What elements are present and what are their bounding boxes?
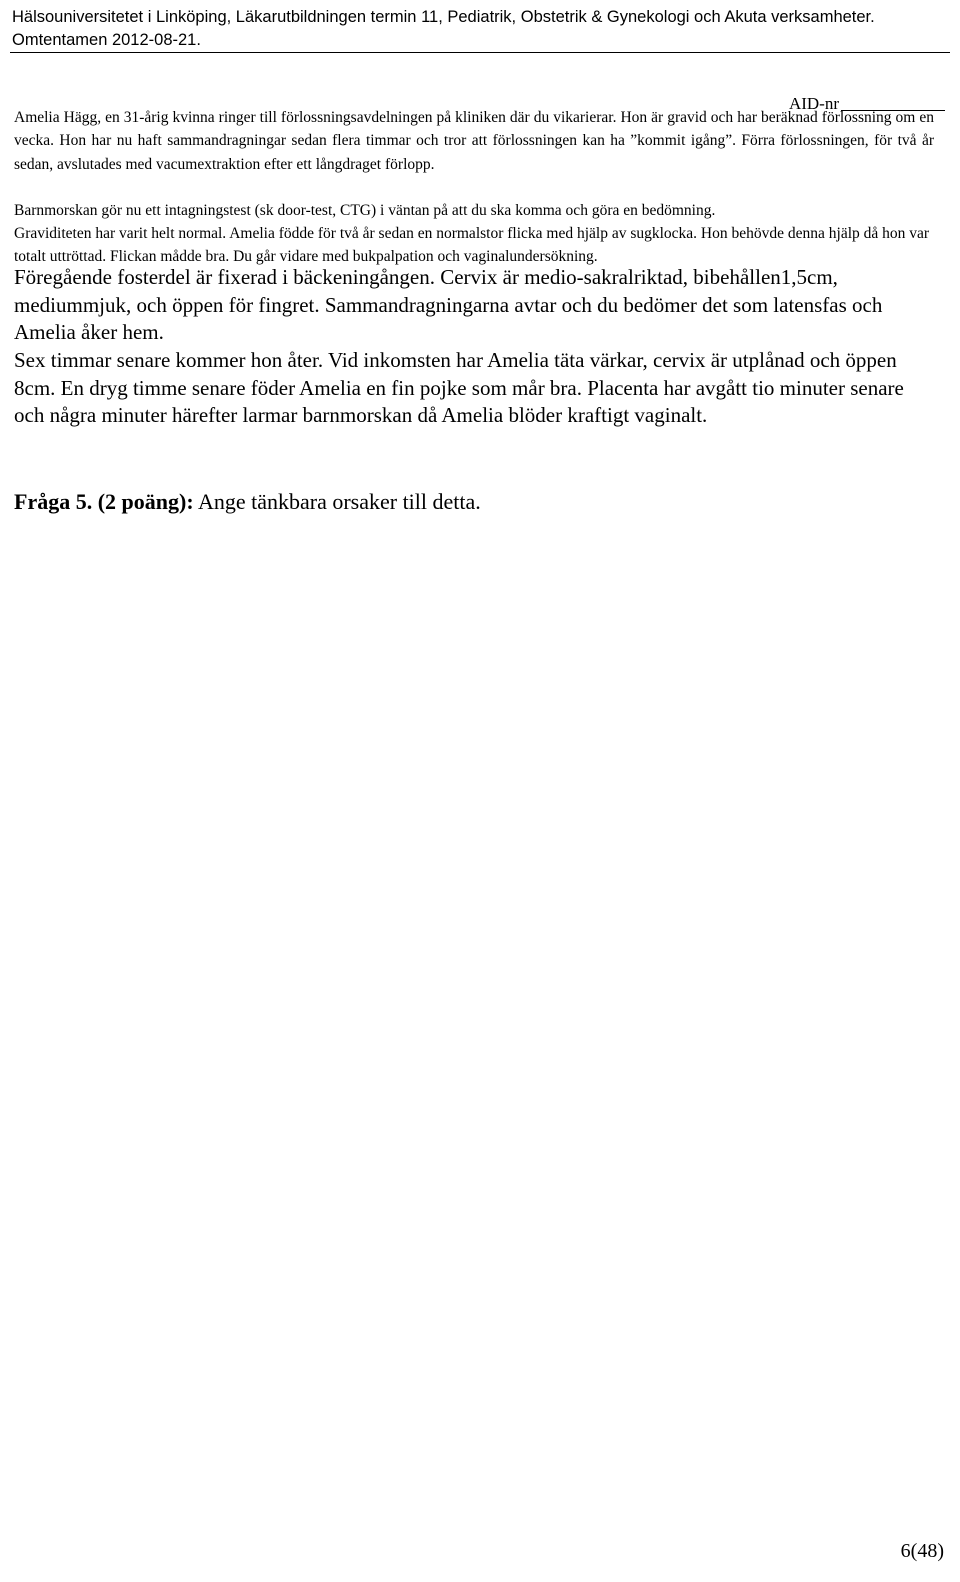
- aid-label: AID-nr: [788, 94, 839, 113]
- question-label: Fråga 5. (2 poäng):: [14, 489, 194, 514]
- case-paragraph-ctg: Barnmorskan gör nu ett intagningstest (sk door-test, CTG) i väntan på att du ska komma och göra en bedömning.: [14, 202, 716, 219]
- header-exam-date-line: Omtentamen 2012-08-21.: [12, 31, 201, 49]
- case-paragraph-intro: Amelia Hägg, en 31-årig kvinna ringer till förlossningsavdelningen på kliniken där du vikarierar. Hon är gravid och har beräknad förlossning om en vecka. Hon har nu haft sammandragningar sedan flera timmar och tror att förlossningen kan ha ”kommit igång”. Förra förlossningen, för två år sedan, avslutades med vacumextraktion efter ett långdraget förlopp.: [14, 109, 934, 173]
- case-paragraph-history: Graviditeten har varit helt normal. Amelia födde för två år sedan en normalstor flicka med hjälp av sugklocka. Hon behövde denna hjälp då hon var totalt uttröttad. Flickan mådde bra. Du går vidare med bukpalpation och vaginalundersökning.: [14, 225, 930, 266]
- page-header: [12, 6, 952, 52]
- page-number: 6(48): [900, 1540, 944, 1562]
- question-text: Ange tänkbara orsaker till detta.: [193, 489, 481, 514]
- question-5: [14, 488, 934, 516]
- case-paragraph-delivery: Sex timmar senare kommer hon åter. Vid inkomsten har Amelia täta värkar, cervix är utplånad och öppen 8cm. En dryg timme senare föder Amelia en fin pojke som mår bra. Placenta har avgått tio minuter senare och några minuter härefter larmar barnmorskan då Amelia blöder kraftigt vaginalt.: [14, 348, 904, 427]
- header-institution-line: Hälsouniversitetet i Linköping, Läkarutbildningen termin 11, Pediatrik, Obstetrik & Gynekologi och Akuta verksamheter.: [12, 8, 875, 26]
- case-paragraph-examination: Föregående fosterdel är fixerad i bäckeningången. Cervix är medio-sakralriktad, bibehållen1,5cm, mediummjuk, och öppen för fingret. Sammandragningarna avtar och du bedömer det som latensfas och Amelia åker hem.: [14, 265, 883, 344]
- header-divider: [10, 52, 950, 53]
